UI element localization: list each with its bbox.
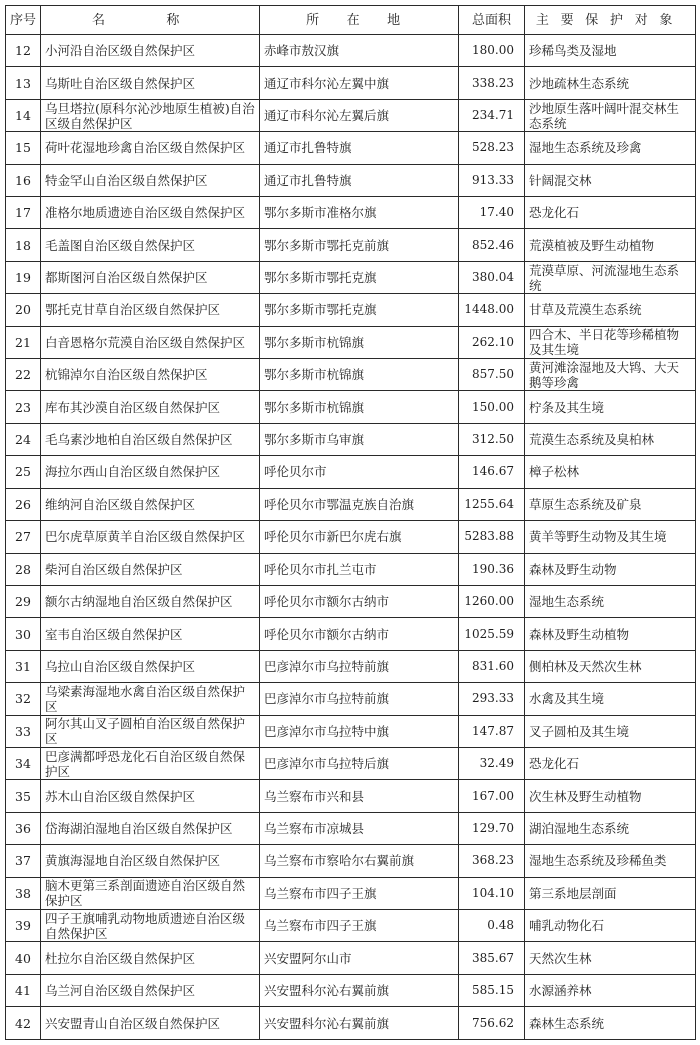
total-area: 1260.00 bbox=[459, 585, 525, 617]
table-row bbox=[6, 1007, 696, 1040]
reserve-name: 兴安盟青山自治区级自然保护区 bbox=[41, 1007, 260, 1040]
table-row bbox=[6, 715, 696, 747]
table-row bbox=[6, 35, 696, 67]
nature-reserve-table bbox=[5, 5, 696, 1040]
reserve-location: 呼伦贝尔市额尔古纳市 bbox=[260, 618, 459, 650]
reserve-name: 小河沿自治区级自然保护区 bbox=[41, 35, 260, 67]
table-row bbox=[6, 942, 696, 974]
reserve-location: 鄂尔多斯市杭锦旗 bbox=[260, 359, 459, 391]
reserve-location: 乌兰察布市察哈尔右翼前旗 bbox=[260, 845, 459, 877]
row-number: 30 bbox=[6, 618, 41, 650]
reserve-location: 乌兰察布市四子王旗 bbox=[260, 877, 459, 909]
table-row bbox=[6, 359, 696, 391]
table-row bbox=[6, 747, 696, 779]
reserve-name: 都斯图河自治区级自然保护区 bbox=[41, 261, 260, 293]
row-number: 40 bbox=[6, 942, 41, 974]
protected-object: 森林生态系统 bbox=[525, 1007, 696, 1040]
protected-object: 水禽及其生境 bbox=[525, 683, 696, 715]
reserve-name: 苏木山自治区级自然保护区 bbox=[41, 780, 260, 812]
row-number: 29 bbox=[6, 585, 41, 617]
table-row bbox=[6, 618, 696, 650]
table-row bbox=[6, 845, 696, 877]
table-row bbox=[6, 294, 696, 326]
reserve-location: 兴安盟阿尔山市 bbox=[260, 942, 459, 974]
protected-object: 侧柏林及天然次生林 bbox=[525, 650, 696, 682]
row-number: 42 bbox=[6, 1007, 41, 1040]
reserve-location: 乌兰察布市兴和县 bbox=[260, 780, 459, 812]
row-number: 28 bbox=[6, 553, 41, 585]
table-row bbox=[6, 132, 696, 164]
protected-object: 叉子圆柏及其生境 bbox=[525, 715, 696, 747]
protected-object: 沙地疏林生态系统 bbox=[525, 67, 696, 99]
protected-object: 湿地生态系统 bbox=[525, 585, 696, 617]
protected-object: 森林及野生动物 bbox=[525, 553, 696, 585]
total-area: 180.00 bbox=[459, 35, 525, 67]
reserve-location: 通辽市科尔沁左翼中旗 bbox=[260, 67, 459, 99]
protected-object: 恐龙化石 bbox=[525, 747, 696, 779]
row-number: 34 bbox=[6, 747, 41, 779]
table-row bbox=[6, 164, 696, 196]
reserve-name: 岱海湖泊湿地自治区级自然保护区 bbox=[41, 812, 260, 844]
total-area: 190.36 bbox=[459, 553, 525, 585]
protected-object: 第三系地层剖面 bbox=[525, 877, 696, 909]
table-row bbox=[6, 99, 696, 131]
total-area: 528.23 bbox=[459, 132, 525, 164]
row-number: 31 bbox=[6, 650, 41, 682]
protected-object: 甘草及荒漠生态系统 bbox=[525, 294, 696, 326]
protected-object: 次生林及野生动植物 bbox=[525, 780, 696, 812]
reserve-location: 通辽市科尔沁左翼后旗 bbox=[260, 99, 459, 131]
total-area: 1448.00 bbox=[459, 294, 525, 326]
row-number: 13 bbox=[6, 67, 41, 99]
header-row bbox=[6, 6, 696, 35]
reserve-name: 准格尔地质遗迹自治区级自然保护区 bbox=[41, 197, 260, 229]
reserve-name: 乌旦塔拉(原科尔沁沙地原生植被)自治区级自然保护区 bbox=[41, 99, 260, 131]
reserve-name: 乌斯吐自治区级自然保护区 bbox=[41, 67, 260, 99]
protected-object: 水源涵养林 bbox=[525, 974, 696, 1006]
protected-object: 四合木、半日花等珍稀植物及其生境 bbox=[525, 326, 696, 358]
reserve-name: 库布其沙漠自治区级自然保护区 bbox=[41, 391, 260, 423]
reserve-name: 乌拉山自治区级自然保护区 bbox=[41, 650, 260, 682]
reserve-name: 荷叶花湿地珍禽自治区级自然保护区 bbox=[41, 132, 260, 164]
total-area: 852.46 bbox=[459, 229, 525, 261]
protected-object: 湿地生态系统及珍稀鱼类 bbox=[525, 845, 696, 877]
table-row bbox=[6, 553, 696, 585]
total-area: 1025.59 bbox=[459, 618, 525, 650]
reserve-name: 额尔古纳湿地自治区级自然保护区 bbox=[41, 585, 260, 617]
reserve-name: 毛乌素沙地柏自治区级自然保护区 bbox=[41, 423, 260, 455]
total-area: 312.50 bbox=[459, 423, 525, 455]
reserve-location: 赤峰市敖汉旗 bbox=[260, 35, 459, 67]
total-area: 293.33 bbox=[459, 683, 525, 715]
total-area: 380.04 bbox=[459, 261, 525, 293]
protected-object: 哺乳动物化石 bbox=[525, 909, 696, 941]
reserve-location: 鄂尔多斯市鄂托克旗 bbox=[260, 261, 459, 293]
protected-object: 柠条及其生境 bbox=[525, 391, 696, 423]
total-area: 32.49 bbox=[459, 747, 525, 779]
row-number: 18 bbox=[6, 229, 41, 261]
row-number: 16 bbox=[6, 164, 41, 196]
protected-object: 珍稀鸟类及湿地 bbox=[525, 35, 696, 67]
protected-object: 黄河滩涂湿地及大鸨、大天鹅等珍禽 bbox=[525, 359, 696, 391]
header-name: 名 称 bbox=[41, 6, 260, 35]
table-row bbox=[6, 67, 696, 99]
row-number: 39 bbox=[6, 909, 41, 941]
row-number: 35 bbox=[6, 780, 41, 812]
reserve-location: 呼伦贝尔市鄂温克族自治旗 bbox=[260, 488, 459, 520]
row-number: 17 bbox=[6, 197, 41, 229]
reserve-name: 柴河自治区级自然保护区 bbox=[41, 553, 260, 585]
reserve-location: 巴彦淖尔市乌拉特前旗 bbox=[260, 650, 459, 682]
row-number: 25 bbox=[6, 456, 41, 488]
protected-object: 荒漠草原、河流湿地生态系统 bbox=[525, 261, 696, 293]
table-row bbox=[6, 683, 696, 715]
total-area: 129.70 bbox=[459, 812, 525, 844]
header-location: 所 在 地 bbox=[260, 6, 459, 35]
table-row bbox=[6, 877, 696, 909]
total-area: 913.33 bbox=[459, 164, 525, 196]
reserve-name: 特金罕山自治区级自然保护区 bbox=[41, 164, 260, 196]
reserve-table-page bbox=[5, 5, 695, 1040]
reserve-name: 阿尔其山叉子圆柏自治区级自然保护区 bbox=[41, 715, 260, 747]
row-number: 38 bbox=[6, 877, 41, 909]
reserve-location: 乌兰察布市凉城县 bbox=[260, 812, 459, 844]
reserve-location: 通辽市扎鲁特旗 bbox=[260, 132, 459, 164]
row-number: 33 bbox=[6, 715, 41, 747]
reserve-name: 四子王旗哺乳动物地质遗迹自治区级自然保护区 bbox=[41, 909, 260, 941]
total-area: 1255.64 bbox=[459, 488, 525, 520]
row-number: 22 bbox=[6, 359, 41, 391]
protected-object: 黄羊等野生动物及其生境 bbox=[525, 521, 696, 553]
reserve-name: 鄂托克甘草自治区级自然保护区 bbox=[41, 294, 260, 326]
table-row bbox=[6, 197, 696, 229]
row-number: 37 bbox=[6, 845, 41, 877]
table-row bbox=[6, 488, 696, 520]
protected-object: 恐龙化石 bbox=[525, 197, 696, 229]
header-protected-object: 主要保护对象 bbox=[525, 6, 696, 35]
reserve-location: 鄂尔多斯市鄂托克旗 bbox=[260, 294, 459, 326]
row-number: 24 bbox=[6, 423, 41, 455]
total-area: 385.67 bbox=[459, 942, 525, 974]
reserve-location: 兴安盟科尔沁右翼前旗 bbox=[260, 1007, 459, 1040]
reserve-location: 巴彦淖尔市乌拉特前旗 bbox=[260, 683, 459, 715]
total-area: 756.62 bbox=[459, 1007, 525, 1040]
table-body bbox=[6, 35, 696, 1040]
total-area: 150.00 bbox=[459, 391, 525, 423]
reserve-location: 呼伦贝尔市 bbox=[260, 456, 459, 488]
total-area: 585.15 bbox=[459, 974, 525, 1006]
protected-object: 森林及野生动植物 bbox=[525, 618, 696, 650]
reserve-name: 维纳河自治区级自然保护区 bbox=[41, 488, 260, 520]
reserve-name: 杭锦淖尔自治区级自然保护区 bbox=[41, 359, 260, 391]
table-header bbox=[6, 6, 696, 35]
reserve-name: 巴尔虎草原黄羊自治区级自然保护区 bbox=[41, 521, 260, 553]
reserve-location: 呼伦贝尔市额尔古纳市 bbox=[260, 585, 459, 617]
row-number: 32 bbox=[6, 683, 41, 715]
total-area: 5283.88 bbox=[459, 521, 525, 553]
reserve-location: 鄂尔多斯市杭锦旗 bbox=[260, 326, 459, 358]
table-row bbox=[6, 909, 696, 941]
table-row bbox=[6, 585, 696, 617]
protected-object: 荒漠植被及野生动植物 bbox=[525, 229, 696, 261]
reserve-name: 毛盖图自治区级自然保护区 bbox=[41, 229, 260, 261]
table-row bbox=[6, 229, 696, 261]
total-area: 167.00 bbox=[459, 780, 525, 812]
protected-object: 沙地原生落叶阔叶混交林生态系统 bbox=[525, 99, 696, 131]
total-area: 104.10 bbox=[459, 877, 525, 909]
table-row bbox=[6, 974, 696, 1006]
header-area: 总面积 bbox=[459, 6, 525, 35]
table-row bbox=[6, 521, 696, 553]
reserve-location: 鄂尔多斯市鄂托克前旗 bbox=[260, 229, 459, 261]
reserve-name: 巴彦满都呼恐龙化石自治区级自然保护区 bbox=[41, 747, 260, 779]
row-number: 19 bbox=[6, 261, 41, 293]
protected-object: 天然次生林 bbox=[525, 942, 696, 974]
reserve-location: 兴安盟科尔沁右翼前旗 bbox=[260, 974, 459, 1006]
row-number: 21 bbox=[6, 326, 41, 358]
total-area: 368.23 bbox=[459, 845, 525, 877]
row-number: 12 bbox=[6, 35, 41, 67]
total-area: 234.71 bbox=[459, 99, 525, 131]
protected-object: 针阔混交林 bbox=[525, 164, 696, 196]
row-number: 20 bbox=[6, 294, 41, 326]
reserve-location: 巴彦淖尔市乌拉特后旗 bbox=[260, 747, 459, 779]
total-area: 0.48 bbox=[459, 909, 525, 941]
protected-object: 荒漠生态系统及臭柏林 bbox=[525, 423, 696, 455]
reserve-location: 鄂尔多斯市准格尔旗 bbox=[260, 197, 459, 229]
reserve-location: 呼伦贝尔市新巴尔虎右旗 bbox=[260, 521, 459, 553]
reserve-name: 白音恩格尔荒漠自治区级自然保护区 bbox=[41, 326, 260, 358]
table-row bbox=[6, 261, 696, 293]
table-row bbox=[6, 423, 696, 455]
total-area: 17.40 bbox=[459, 197, 525, 229]
reserve-name: 杜拉尔自治区级自然保护区 bbox=[41, 942, 260, 974]
total-area: 146.67 bbox=[459, 456, 525, 488]
reserve-name: 脑木更第三系剖面遗迹自治区级自然保护区 bbox=[41, 877, 260, 909]
reserve-location: 通辽市扎鲁特旗 bbox=[260, 164, 459, 196]
reserve-name: 海拉尔西山自治区级自然保护区 bbox=[41, 456, 260, 488]
total-area: 831.60 bbox=[459, 650, 525, 682]
table-row bbox=[6, 456, 696, 488]
reserve-location: 呼伦贝尔市扎兰屯市 bbox=[260, 553, 459, 585]
row-number: 14 bbox=[6, 99, 41, 131]
header-no: 序号 bbox=[6, 6, 41, 35]
row-number: 15 bbox=[6, 132, 41, 164]
reserve-name: 黄旗海湿地自治区级自然保护区 bbox=[41, 845, 260, 877]
reserve-location: 鄂尔多斯市杭锦旗 bbox=[260, 391, 459, 423]
row-number: 27 bbox=[6, 521, 41, 553]
total-area: 147.87 bbox=[459, 715, 525, 747]
table-row bbox=[6, 650, 696, 682]
row-number: 26 bbox=[6, 488, 41, 520]
total-area: 262.10 bbox=[459, 326, 525, 358]
reserve-location: 巴彦淖尔市乌拉特中旗 bbox=[260, 715, 459, 747]
reserve-name: 室韦自治区级自然保护区 bbox=[41, 618, 260, 650]
row-number: 23 bbox=[6, 391, 41, 423]
table-row bbox=[6, 780, 696, 812]
row-number: 41 bbox=[6, 974, 41, 1006]
table-row bbox=[6, 326, 696, 358]
total-area: 857.50 bbox=[459, 359, 525, 391]
table-row bbox=[6, 812, 696, 844]
protected-object: 草原生态系统及矿泉 bbox=[525, 488, 696, 520]
reserve-name: 乌兰河自治区级自然保护区 bbox=[41, 974, 260, 1006]
total-area: 338.23 bbox=[459, 67, 525, 99]
reserve-location: 鄂尔多斯市乌审旗 bbox=[260, 423, 459, 455]
reserve-name: 乌梁素海湿地水禽自治区级自然保护区 bbox=[41, 683, 260, 715]
reserve-location: 乌兰察布市四子王旗 bbox=[260, 909, 459, 941]
table-row bbox=[6, 391, 696, 423]
protected-object: 樟子松林 bbox=[525, 456, 696, 488]
protected-object: 湖泊湿地生态系统 bbox=[525, 812, 696, 844]
protected-object: 湿地生态系统及珍禽 bbox=[525, 132, 696, 164]
row-number: 36 bbox=[6, 812, 41, 844]
